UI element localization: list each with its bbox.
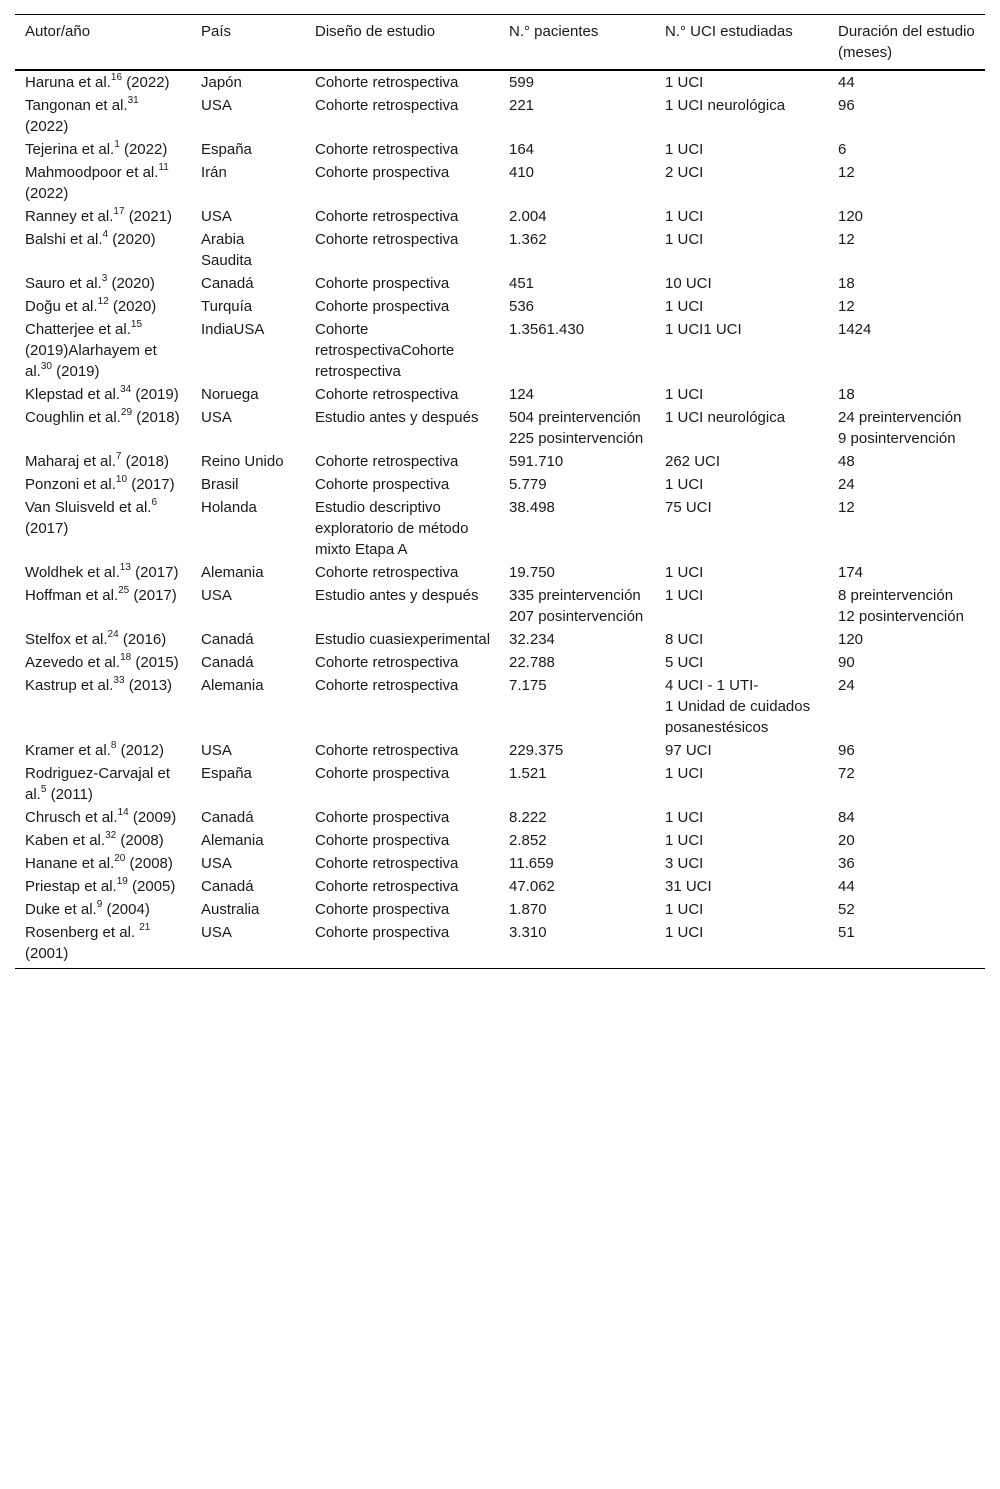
cell-design: Cohorte prospectiva	[315, 901, 450, 918]
cell-duration: 174	[838, 564, 864, 581]
cell-icus: 1 UCI	[665, 231, 704, 248]
table-body	[15, 70, 985, 969]
cell-author	[15, 138, 191, 161]
cell-icus: 1 UCI	[665, 587, 704, 604]
publication-year: (2021)	[128, 208, 173, 225]
cell-duration: 72	[838, 765, 855, 782]
publication-year: (2017)	[131, 476, 175, 493]
cell-author	[15, 628, 191, 651]
cell-duration: 24	[838, 476, 855, 493]
author-name: Van Sluisveld et al.	[25, 499, 152, 516]
table-row	[15, 228, 985, 272]
cell-author	[15, 383, 191, 406]
second-study	[41, 363, 100, 380]
author-name: Woldhek et al.	[25, 564, 120, 581]
author-name: Hoffman et al.	[25, 587, 119, 604]
publication-year: (2019)Alarhayem et al.	[25, 342, 157, 380]
cell-design: Cohorte retrospectiva	[315, 231, 459, 248]
cell-patients: 22.788	[509, 654, 555, 671]
cell-icus: 1 UCI	[665, 298, 704, 315]
cell-author	[15, 161, 191, 205]
studies-table	[15, 14, 985, 969]
table-row	[15, 739, 985, 762]
cell-author	[15, 450, 191, 473]
author-name: Tangonan et al.	[25, 97, 128, 114]
reference-number-2: 30	[40, 361, 52, 372]
cell-icus: 4 UCI - 1 UTI- 1 Unidad de cuidados posanestésicos	[665, 677, 811, 736]
publication-year: (2022)	[25, 185, 69, 202]
cell-duration: 48	[838, 453, 855, 470]
cell-icus: 10 UCI	[665, 275, 712, 292]
cell-icus: 1 UCI	[665, 476, 704, 493]
cell-country: USA	[201, 208, 232, 225]
publication-year: (2008)	[129, 855, 173, 872]
cell-patients: 1.3561.430	[509, 321, 585, 338]
cell-author	[15, 228, 191, 272]
author-name: Chatterjee et al.	[25, 321, 131, 338]
table-row	[15, 318, 985, 383]
author-name: Azevedo et al.	[25, 654, 121, 671]
cell-icus: 1 UCI	[665, 141, 704, 158]
cell-country: Australia	[201, 901, 260, 918]
cell-author	[15, 94, 191, 138]
table-row	[15, 383, 985, 406]
cell-duration: 12	[838, 298, 855, 315]
author-name: Ponzoni et al.	[25, 476, 116, 493]
cell-design: Cohorte prospectiva	[315, 298, 450, 315]
cell-author	[15, 739, 191, 762]
author-name: Tejerina et al.	[25, 141, 115, 158]
cell-author	[15, 762, 191, 806]
cell-patients: 47.062	[509, 878, 555, 895]
cell-design: Cohorte retrospectiva	[315, 386, 459, 403]
cell-patients: 11.659	[509, 855, 554, 872]
cell-country: USA	[201, 742, 232, 759]
cell-author	[15, 651, 191, 674]
cell-design: Cohorte retrospectiva	[315, 97, 459, 114]
publication-year: (2005)	[132, 878, 176, 895]
cell-icus: 5 UCI	[665, 654, 704, 671]
cell-design: Estudio descriptivo exploratorio de método mixto Etapa A	[315, 499, 469, 558]
author-name: Hanane et al.	[25, 855, 115, 872]
cell-icus: 75 UCI	[665, 499, 712, 516]
cell-duration: 84	[838, 809, 855, 826]
header-country: País	[201, 23, 232, 40]
cell-author	[15, 205, 191, 228]
cell-icus: 1 UCI1 UCI	[665, 321, 742, 338]
table-row	[15, 651, 985, 674]
cell-country: Alemania	[201, 832, 264, 849]
cell-country: Japón	[201, 74, 242, 91]
publication-year: (2018)	[136, 409, 180, 426]
cell-patients: 1.870	[509, 901, 547, 918]
cell-duration: 20	[838, 832, 855, 849]
cell-country: Reino Unido	[201, 453, 284, 470]
cell-patients: 221	[509, 97, 535, 114]
publication-year: (2019)	[135, 386, 179, 403]
publication-year: (2017)	[133, 587, 177, 604]
cell-duration: 18	[838, 275, 855, 292]
author-name: Balshi et al.	[25, 231, 103, 248]
cell-duration: 44	[838, 878, 855, 895]
publication-year: (2011)	[50, 786, 93, 803]
cell-author	[15, 295, 191, 318]
cell-country: USA	[201, 855, 232, 872]
cell-author	[15, 561, 191, 584]
publication-year: (2013)	[128, 677, 173, 694]
reference-number: 10	[115, 474, 128, 485]
cell-icus: 1 UCI	[665, 765, 704, 782]
cell-design: Cohorte retrospectiva	[315, 208, 459, 225]
table-row	[15, 272, 985, 295]
cell-design: Cohorte prospectiva	[315, 164, 450, 181]
cell-patients: 451	[509, 275, 535, 292]
cell-country: Canadá	[201, 809, 254, 826]
cell-duration: 120	[838, 208, 864, 225]
table-row	[15, 921, 985, 969]
table-row	[15, 561, 985, 584]
table-row	[15, 584, 985, 628]
cell-patients: 591.710	[509, 453, 564, 470]
cell-design: Cohorte retrospectiva	[315, 878, 459, 895]
cell-country: USA	[201, 409, 232, 426]
author-name: Priestap et al.	[25, 878, 117, 895]
cell-duration: 44	[838, 74, 855, 91]
publication-year: (2015)	[135, 654, 179, 671]
cell-design: Cohorte prospectiva	[315, 809, 450, 826]
reference-number: 17	[113, 206, 125, 217]
cell-design: Estudio cuasiexperimental	[315, 631, 491, 648]
reference-number: 34	[120, 384, 132, 395]
reference-number: 20	[114, 853, 126, 864]
cell-icus: 262 UCI	[665, 453, 721, 470]
cell-patients: 38.498	[509, 499, 555, 516]
table-row	[15, 406, 985, 450]
cell-country: USA	[201, 924, 232, 941]
reference-number: 25	[118, 585, 130, 596]
cell-design: Cohorte prospectiva	[315, 924, 450, 941]
cell-author	[15, 584, 191, 628]
reference-number: 5	[40, 784, 47, 795]
cell-patients: 536	[509, 298, 535, 315]
reference-number: 19	[116, 876, 128, 887]
author-name: Rosenberg et al.	[25, 924, 140, 941]
publication-year: (2018)	[125, 453, 169, 470]
cell-design: Cohorte prospectiva	[315, 476, 450, 493]
cell-country: España	[201, 141, 252, 158]
cell-icus: 1 UCI	[665, 901, 704, 918]
author-name: Kaben et al.	[25, 832, 106, 849]
cell-author	[15, 829, 191, 852]
cell-icus: 1 UCI neurológica	[665, 409, 786, 426]
cell-design: Cohorte retrospectiva	[315, 677, 459, 694]
table-row	[15, 473, 985, 496]
publication-year: (2020)	[112, 298, 157, 315]
cell-country: España	[201, 765, 252, 782]
author-name: Doğu et al.	[25, 298, 98, 315]
publication-year: (2016)	[122, 631, 167, 648]
cell-patients: 504 preintervención 225 posintervención	[509, 409, 644, 447]
cell-country: Holanda	[201, 499, 257, 516]
header-patients: N.° pacientes	[509, 23, 599, 40]
author-name: Haruna et al.	[25, 74, 111, 91]
reference-number: 31	[127, 95, 139, 106]
publication-year: (2008)	[120, 832, 164, 849]
cell-icus: 1 UCI	[665, 832, 704, 849]
reference-number: 24	[107, 629, 119, 640]
cell-duration: 8 preintervención 12 posintervención	[838, 587, 964, 625]
cell-icus: 1 UCI	[665, 74, 704, 91]
author-name: Maharaj et al.	[25, 453, 116, 470]
cell-country: Canadá	[201, 631, 254, 648]
cell-icus: 31 UCI	[665, 878, 712, 895]
cell-design: Estudio antes y después	[315, 409, 479, 426]
table-row	[15, 450, 985, 473]
reference-number: 4	[102, 229, 109, 240]
author-name: Rodriguez-Carvajal et al.	[25, 765, 171, 803]
cell-patients: 410	[509, 164, 535, 181]
header-author: Autor/año	[25, 23, 91, 40]
cell-country: Irán	[201, 164, 227, 181]
header-row	[15, 15, 985, 71]
cell-author	[15, 898, 191, 921]
author-name: Duke et al.	[25, 901, 97, 918]
reference-number: 1	[114, 139, 120, 150]
cell-duration: 90	[838, 654, 855, 671]
cell-country: Canadá	[201, 654, 254, 671]
cell-author	[15, 674, 191, 739]
cell-country: USA	[201, 587, 232, 604]
table-row	[15, 806, 985, 829]
publication-year: (2009)	[132, 809, 177, 826]
table-row	[15, 852, 985, 875]
cell-icus: 3 UCI	[665, 855, 704, 872]
reference-number: 15	[130, 319, 143, 330]
cell-country: Turquía	[201, 298, 253, 315]
cell-patients: 32.234	[509, 631, 555, 648]
header-icus: N.° UCI estudiadas	[665, 23, 793, 40]
cell-design: Cohorte retrospectiva	[315, 74, 459, 91]
publication-year: (2004)	[106, 901, 150, 918]
cell-icus: 1 UCI	[665, 809, 704, 826]
cell-design: Cohorte retrospectiva	[315, 654, 459, 671]
cell-duration: 120	[838, 631, 864, 648]
cell-icus: 1 UCI	[665, 564, 704, 581]
cell-duration: 18	[838, 386, 855, 403]
cell-duration: 52	[838, 901, 855, 918]
cell-patients: 2.004	[509, 208, 547, 225]
cell-icus: 1 UCI neurológica	[665, 97, 786, 114]
cell-design: Cohorte retrospectiva	[315, 141, 459, 158]
reference-number: 14	[117, 807, 129, 818]
cell-patients: 164	[509, 141, 535, 158]
reference-number: 29	[120, 407, 133, 418]
publication-year: (2012)	[120, 742, 164, 759]
header-duration: Duración del estudio (meses)	[838, 23, 975, 61]
cell-author	[15, 406, 191, 450]
table-row	[15, 674, 985, 739]
table-row	[15, 628, 985, 651]
cell-author	[15, 70, 191, 94]
cell-author	[15, 496, 191, 561]
cell-author	[15, 852, 191, 875]
cell-duration: 96	[838, 97, 855, 114]
author-name: Coughlin et al.	[25, 409, 121, 426]
cell-design: Cohorte retrospectiva	[315, 453, 459, 470]
cell-duration: 6	[838, 141, 847, 158]
reference-number: 8	[110, 740, 117, 751]
table-row	[15, 496, 985, 561]
cell-country: Alemania	[201, 564, 264, 581]
author-name: Kramer et al.	[25, 742, 111, 759]
publication-year: (2022)	[25, 118, 69, 135]
table-row	[15, 829, 985, 852]
author-name: Chrusch et al.	[25, 809, 118, 826]
publication-year: (2017)	[135, 564, 179, 581]
cell-patients: 1.521	[509, 765, 547, 782]
cell-design: Cohorte prospectiva	[315, 275, 450, 292]
author-name: Stelfox et al.	[25, 631, 108, 648]
publication-year: (2020)	[112, 231, 156, 248]
cell-design: Cohorte prospectiva	[315, 832, 450, 849]
reference-number: 16	[110, 72, 123, 83]
reference-number: 18	[120, 652, 132, 663]
table-row	[15, 161, 985, 205]
cell-patients: 7.175	[509, 677, 547, 694]
reference-number: 11	[158, 162, 169, 173]
cell-author	[15, 875, 191, 898]
author-name: Mahmoodpoor et al.	[25, 164, 159, 181]
cell-icus: 8 UCI	[665, 631, 704, 648]
table-row	[15, 875, 985, 898]
cell-duration: 51	[838, 924, 855, 941]
cell-patients: 124	[509, 386, 535, 403]
cell-patients: 19.750	[509, 564, 555, 581]
cell-author	[15, 921, 191, 969]
author-name: Sauro et al.	[25, 275, 102, 292]
cell-country: Canadá	[201, 878, 254, 895]
cell-design: Estudio antes y después	[315, 587, 479, 604]
cell-duration: 12	[838, 164, 855, 181]
cell-patients: 2.852	[509, 832, 547, 849]
reference-number: 3	[101, 273, 108, 284]
cell-patients: 8.222	[509, 809, 547, 826]
table-row	[15, 762, 985, 806]
cell-patients: 335 preintervención 207 posintervención	[509, 587, 644, 625]
publication-year: (2020)	[111, 275, 155, 292]
cell-author	[15, 806, 191, 829]
cell-country: IndiaUSA	[201, 321, 265, 338]
cell-design: Cohorte retrospectiva	[315, 855, 459, 872]
cell-icus: 1 UCI	[665, 208, 704, 225]
author-name: Kastrup et al.	[25, 677, 114, 694]
reference-number: 21	[139, 922, 151, 933]
table-row	[15, 94, 985, 138]
cell-duration: 24	[838, 677, 855, 694]
cell-duration: 12	[838, 231, 855, 248]
publication-year: (2022)	[126, 74, 170, 91]
author-name: Klepstad et al.	[25, 386, 121, 403]
reference-number: 9	[96, 899, 103, 910]
table-row	[15, 295, 985, 318]
cell-duration: 1424	[838, 321, 872, 338]
cell-author	[15, 318, 191, 383]
cell-country: Arabia Saudita	[201, 231, 252, 269]
cell-country: Brasil	[201, 476, 239, 493]
cell-country: USA	[201, 97, 232, 114]
cell-country: Canadá	[201, 275, 254, 292]
cell-patients: 1.362	[509, 231, 547, 248]
cell-patients: 229.375	[509, 742, 564, 759]
publication-year: (2017)	[25, 520, 69, 537]
table-row	[15, 205, 985, 228]
cell-design: Cohorte prospectiva	[315, 765, 450, 782]
table-row	[15, 70, 985, 94]
cell-patients: 3.310	[509, 924, 547, 941]
cell-country: Noruega	[201, 386, 259, 403]
reference-number: 13	[119, 562, 131, 573]
cell-duration: 36	[838, 855, 855, 872]
author-name: Ranney et al.	[25, 208, 114, 225]
reference-number: 6	[151, 497, 158, 508]
publication-year: (2001)	[25, 945, 69, 962]
study-table-container	[15, 14, 985, 969]
header-design: Diseño de estudio	[315, 23, 436, 40]
cell-country: Alemania	[201, 677, 264, 694]
cell-design: Cohorte retrospectiva	[315, 742, 459, 759]
table-header	[15, 15, 985, 71]
cell-author	[15, 473, 191, 496]
cell-icus: 1 UCI	[665, 924, 704, 941]
cell-design: Cohorte retrospectivaCohorte retrospectiva	[315, 321, 455, 380]
cell-duration: 96	[838, 742, 855, 759]
cell-patients: 599	[509, 74, 535, 91]
publication-year: (2022)	[123, 141, 168, 158]
reference-number: 32	[105, 830, 117, 841]
reference-number: 33	[113, 675, 125, 686]
reference-number: 7	[115, 451, 122, 462]
cell-icus: 2 UCI	[665, 164, 704, 181]
cell-design: Cohorte retrospectiva	[315, 564, 459, 581]
table-row	[15, 898, 985, 921]
publication-year-2: (2019)	[56, 363, 100, 380]
cell-patients: 5.779	[509, 476, 547, 493]
cell-icus: 1 UCI	[665, 386, 704, 403]
reference-number: 12	[97, 296, 109, 307]
cell-duration: 12	[838, 499, 855, 516]
cell-author	[15, 272, 191, 295]
cell-icus: 97 UCI	[665, 742, 712, 759]
table-row	[15, 138, 985, 161]
cell-duration: 24 preintervención 9 posintervención	[838, 409, 962, 447]
